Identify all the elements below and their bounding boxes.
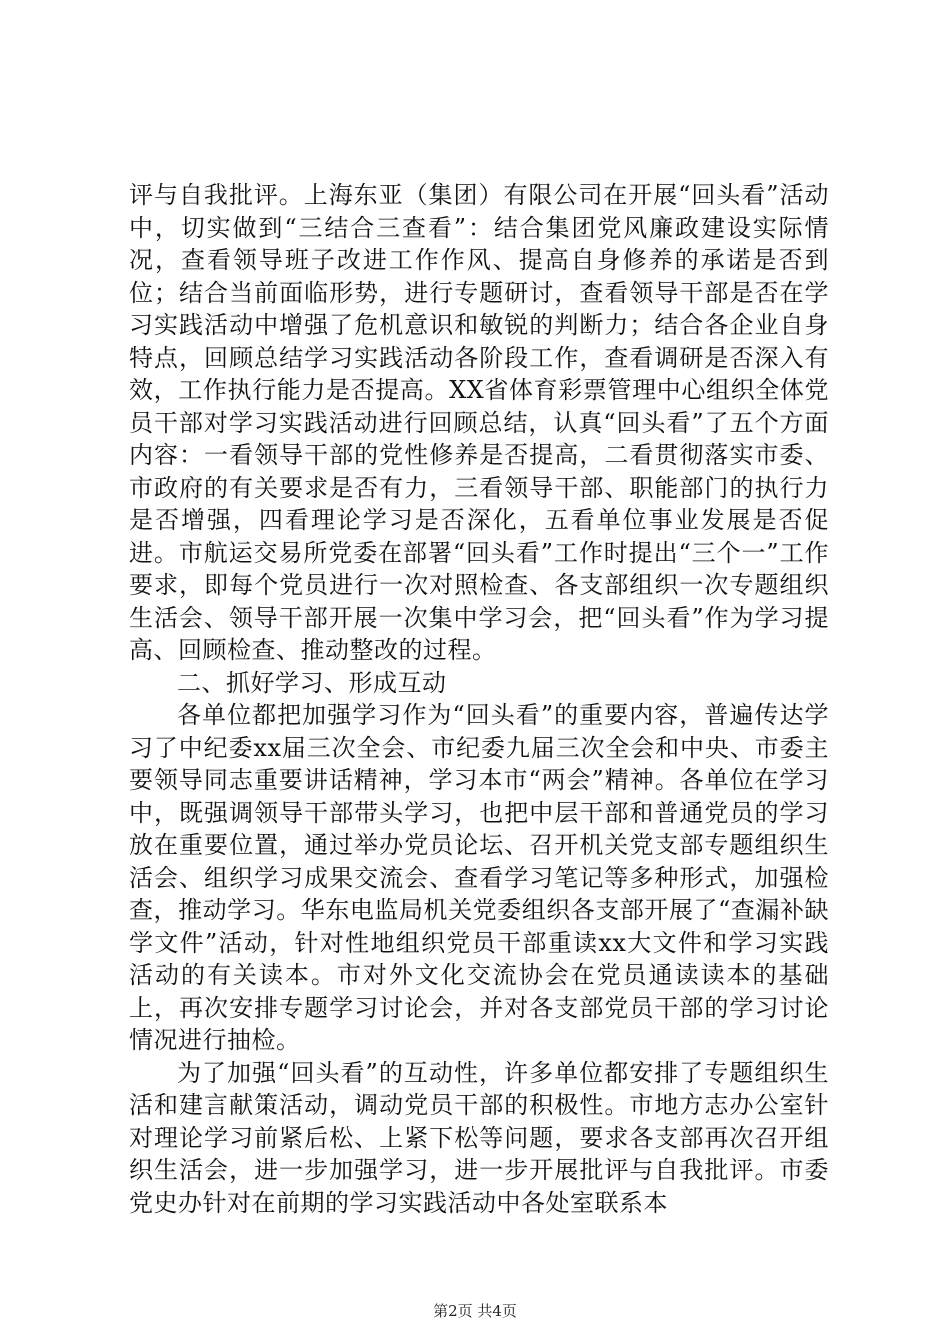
paragraph-interaction: 为了加强“回头看”的互动性，许多单位都安排了专题组织生活和建言献策活动，调动党员干部的积极性。市地方志办公室针对理论学习前紧后松、上紧下松等问题，要求各支部再次召开组织生活会，进一步加强学习，进一步开展批评与自我批评。市委党史办针对在前期的学习实践活动中各处室联系本 [129, 1058, 829, 1217]
section-heading: 二、抓好学习、形成互动 [177, 668, 447, 697]
page-number-footer: 第2页 共4页 [433, 1302, 517, 1320]
paragraph-study: 各单位都把加强学习作为“回头看”的重要内容，普遍传达学习了中纪委xx届三次全会、市纪委九届三次全会和中央、市委主要领导同志重要讲话精神，学习本市“两会”精神。各单位在学习中，既强调领导干部带头学习，也把中层干部和普通党员的学习放在重要位置，通过举办党员论坛、召开机关党支部专题组织生活会、组织学习成果交流会、查看学习笔记等多种形式，加强检查，推动学习。华东电监局机关党委组织各支部开展了“查漏补缺学文件”活动，针对性地组织党员干部重读xx大文件和学习实践活动的有关读本。市对外文化交流协会在党员通读读本的基础上，再次安排专题学习讨论会，并对各支部党员干部的学习讨论情况进行抽检。 [129, 701, 829, 1054]
paragraph-continuation: 评与自我批评。上海东亚（集团）有限公司在开展“回头看”活动中，切实做到“三结合三查看”：结合集团党风廉政建设实际情况，查看领导班子改进工作作风、提高自身修养的承诺是否到位；结合当前面临形势，进行专题研讨，查看领导干部是否在学习实践活动中增强了危机意识和敏锐的判断力；结合各企业自身特点，回顾总结学习实践活动各阶段工作，查看调研是否深入有效，工作执行能力是否提高。XX省体育彩票管理中心组织全体党员干部对学习实践活动进行回顾总结，认真“回头看”了五个方面内容：一看领导干部的党性修养是否提高，二看贯彻落实市委、市政府的有关要求是否有力，三看领导干部、职能部门的执行力是否增强，四看理论学习是否深化，五看单位事业发展是否促进。市航运交易所党委在部署“回头看”工作时提出“三个一”工作要求，即每个党员进行一次对照检查、各支部组织一次专题组织生活会、领导干部开展一次集中学习会，把“回头看”作为学习提高、回顾检查、推动整改的过程。 [129, 181, 829, 664]
document-body [129, 179, 829, 1219]
